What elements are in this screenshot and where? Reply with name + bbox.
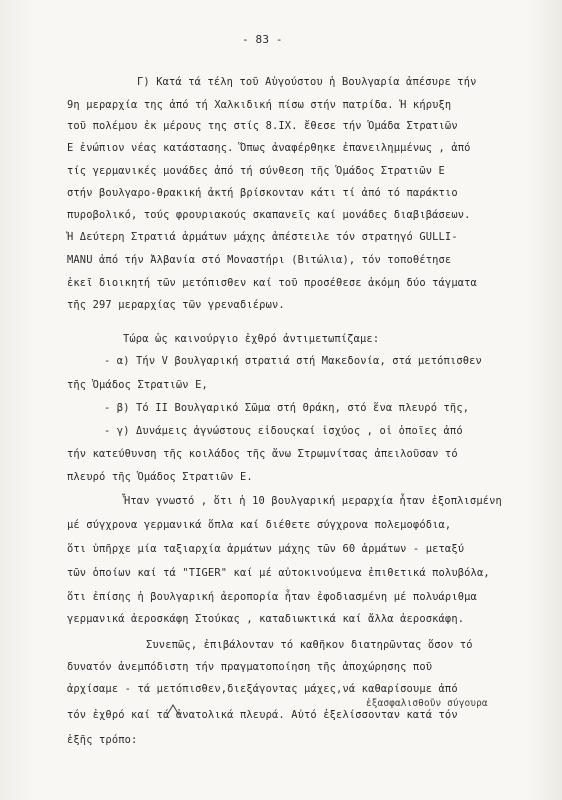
paragraph-therefore-line-5: ἑξῆς τρόπο: <box>67 734 138 746</box>
paragraph-known-line-6: γερμανικά ἀεροσκάφη Στούκας , καταδιωκτικά καί ἄλλα ἀεροσκάφη. <box>67 613 465 625</box>
list-item-a-cont: τῆς Ὁμάδος Στρατιῶν Ε, <box>67 379 208 391</box>
list-item-a: - α) Τήν V βουλγαρική στρατιά στή Μακεδονία, στά μετόπισθεν <box>104 355 482 367</box>
paragraph-g-line-6: στήν βουλγαρο-θρακική ἀκτή βρίσκονταν κάτι τί ἀπό τό παράκτιο <box>67 187 458 199</box>
list-item-b: - β) Τό II Βουλγαρικό Σῶμα στή Θράκη, στό ἕνα πλευρό τῆς, <box>104 402 470 414</box>
paragraph-g-line-4: Ε ἐνώπιον νέας κατάστασης. Ὅπως ἀναφέρθηκε ἐπανειλημμένως , ἀπό <box>67 142 471 154</box>
paragraph-therefore-line-4: τόν ἐχθρό καί τά ἀνατολικά πλευρά. Αὐτό ἐξελίσσονταν κατά τόν <box>67 709 458 721</box>
paragraph-known-line-2: μέ σύγχρονα γερμανικά ὅπλα καί διέθετε σύγχρονα πολεμοφόδια, <box>67 519 452 531</box>
paragraph-g-line-2: 9η μεραρχία της ἀπό τή Χαλκιδική πίσω στήν πατρίδα. Ἡ κήρυξη <box>67 99 452 111</box>
list-item-c-cont-2: πλευρό τῆς Ὁμάδος Στρατιῶν Ε. <box>67 471 253 483</box>
paragraph-g-line-9: MANU ἀπό τήν Ἀλβανία στό Μοναστήρι (Βιτώλια), τόν τοποθέτησε <box>67 254 452 266</box>
paragraph-known-line-4: τῶν ὁποίων καί τά "TIGER" καί μέ αὐτοκινούμενα ἐπιθετικά πολυβόλα, <box>67 567 490 579</box>
paragraph-g-line-3: τοῦ πολέμου ἐκ μέρους της στίς 8.IX. ἔθεσε τήν Ὁμάδα Στρατιῶν <box>67 120 458 132</box>
handwritten-insert: ἐξασφαλισθοῦν σύγουρα <box>366 698 488 709</box>
paragraph-known-line-3: ὅτι ὑπῆρχε μία ταξιαρχία ἁρμάτων μάχης τῶν 60 ἁρμάτων - μεταξύ <box>67 543 465 555</box>
paragraph-therefore-line-1: Συνεπῶς, ἐπιβάλονταν τό καθῆκον διατηρῶντας ὅσον τό <box>146 639 473 651</box>
intro-enemies: Τώρα ὡς καινούργιο ἐχθρό ἀντιμετωπίζαμε: <box>123 333 380 345</box>
paragraph-known-line-5: ὅτι ἐπίσης ἡ βουλγαρική ἀεροπορία ἦταν ἐφοδιασμένη μέ πολυάριθμα <box>67 591 477 603</box>
paragraph-therefore-line-3: ἀρχίσαμε - τά μετόπισθεν,διεξάγοντας μάχες,νά καθαρίσουμε ἀπό <box>67 683 458 695</box>
paragraph-g-line-5: τίς γερμανικές μονάδες ἀπό τή σύνθεση τῆς Ὁμάδος Στρατιῶν Ε <box>67 165 445 177</box>
paragraph-therefore-line-2: δυνατόν ἀνεμπόδιστη τήν πραγματοποίηση τῆς ἀποχώρησης ποῦ <box>67 661 433 673</box>
list-item-c-cont-1: τήν κατεύθυνση τῆς κοιλάδος τῆς ἄνω Στρωμνίτσας ἀπειλοῦσαν τό <box>67 448 458 460</box>
list-item-c: - γ) Δυνάμεις ἀγνώστους εἰδουςκαί ἰσχύος , οἱ ὁποῖες ἀπό <box>104 425 463 437</box>
insertion-caret-icon <box>166 702 180 716</box>
paragraph-g-line-7: πυροβολικό, τούς φρουριακούς σκαπανεῖς καί μονάδες διαβιβάσεων. <box>67 209 471 221</box>
paragraph-known-line-1: Ἦταν γνωστό , ὅτι ἡ 10 βουλγαρική μεραρχία ἦταν ἐξοπλισμένη <box>124 495 502 507</box>
page-number: - 83 - <box>242 33 283 46</box>
paragraph-g-line-1: Γ) Κατά τά τέλη τοῦ Αὐγούστου ἡ Βουλγαρία ἀπέσυρε τήν <box>137 76 477 88</box>
paragraph-g-line-8: Ἡ Δεύτερη Στρατιά ἁρμάτων μάχης ἀπέστειλε τόν στρατηγό GULLI- <box>67 231 458 243</box>
paragraph-g-line-11: τῆς 297 μεραρχίας τῶν γρεναδιέρων. <box>67 299 285 311</box>
paragraph-g-line-10: ἐκεῖ διοικητή τῶν μετόπισθεν καί τοῦ προσέθεσε ἀκόμη δύο τάγματα <box>67 277 477 289</box>
